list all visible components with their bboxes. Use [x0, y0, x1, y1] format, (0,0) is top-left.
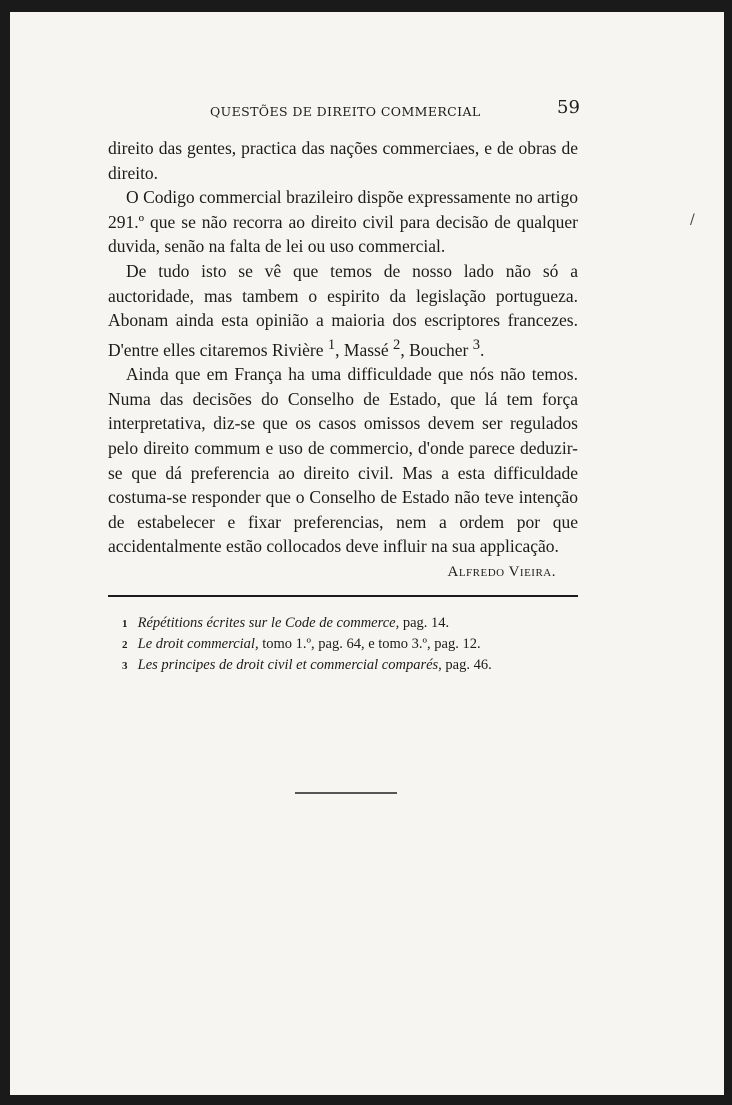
footnote-detail: tomo 1.º, pag. 64, e tomo 3.º, pag. 12. — [258, 636, 481, 652]
footnote-detail: pag. 46. — [441, 657, 492, 673]
footnote-number: 2 — [122, 639, 128, 651]
footnote-1 — [122, 613, 572, 634]
footnote-3 — [122, 655, 572, 676]
paragraph-4: Ainda que em França ha uma difficuldade que nós não temos. Numa das decisões do Conselho de Estado, que lá tem força interpretativa, diz-se que os casos omissos devem ser regulados pelo direito commum e uso de commercio, d'onde parece deduzir-se que dá preferencia ao direito civil. Mas a esta difficuldade costuma-se responder que o Conselho de Estado não teve intenção de estabelecer e fixar preferencias, nem a ordem por que accidentalmente estão collocados deve influir na sua applicação. — [108, 364, 578, 557]
page-number: 59 — [557, 97, 580, 118]
paragraph-3: De tudo isto se vê que temos de nosso lado não só a auctoridade, mas tambem o espirito da legislação portugueza. Abonam ainda esta opinião a maioria dos escriptores francezes. D'entre elles citaremos Rivière $^1$, Massé $^2$, Boucher $^3$. — [108, 260, 578, 360]
page-header — [210, 92, 610, 122]
footnote-title: Répétitions écrites sur le Code de commerce, — [137, 615, 400, 631]
short-divider — [295, 792, 397, 794]
footnote-ref-2: 2 — [393, 336, 401, 353]
footnote-divider — [108, 595, 578, 597]
footnote-2 — [122, 634, 572, 655]
author-masse: Massé — [343, 339, 389, 360]
paragraph-2: O Codigo commercial brazileiro dispõe expressamente no artigo 291.º que se não recorra ao direito civil para decisão de qualquer duvida, senão na falta de lei ou uso commercial. — [108, 187, 578, 257]
footnote-title: Le droit commercial, — [137, 636, 259, 652]
running-head: QUESTÕES DE DIREITO COMMERCIAL — [210, 104, 481, 119]
footnote-number: 3 — [122, 660, 128, 672]
footnote-title: Les principes de droit civil et commercial comparés, — [137, 657, 442, 673]
footnotes — [122, 613, 572, 676]
paragraph-1: direito das gentes, practica das nações commerciaes, e de obras de direito. — [108, 138, 578, 183]
footnote-ref-3: 3 — [472, 336, 481, 353]
document-page — [10, 12, 724, 1095]
author-boucher: Boucher — [409, 339, 469, 360]
footnote-detail: pag. 14. — [399, 615, 450, 631]
footnote-ref-1: 1 — [327, 336, 336, 353]
author-signature: Alfredo Vieira. — [447, 563, 556, 580]
footnote-number: 1 — [122, 618, 128, 630]
body-text — [108, 136, 578, 585]
paragraph-3-text: De tudo isto se vê que temos de nosso lado não só a auctoridade, mas tambem o espirito da legislação portugueza. Abonam ainda esta opinião a maioria dos escriptores francezes. D'entre elles citaremos Rivière — [108, 260, 578, 360]
margin-mark: / — [690, 212, 695, 228]
